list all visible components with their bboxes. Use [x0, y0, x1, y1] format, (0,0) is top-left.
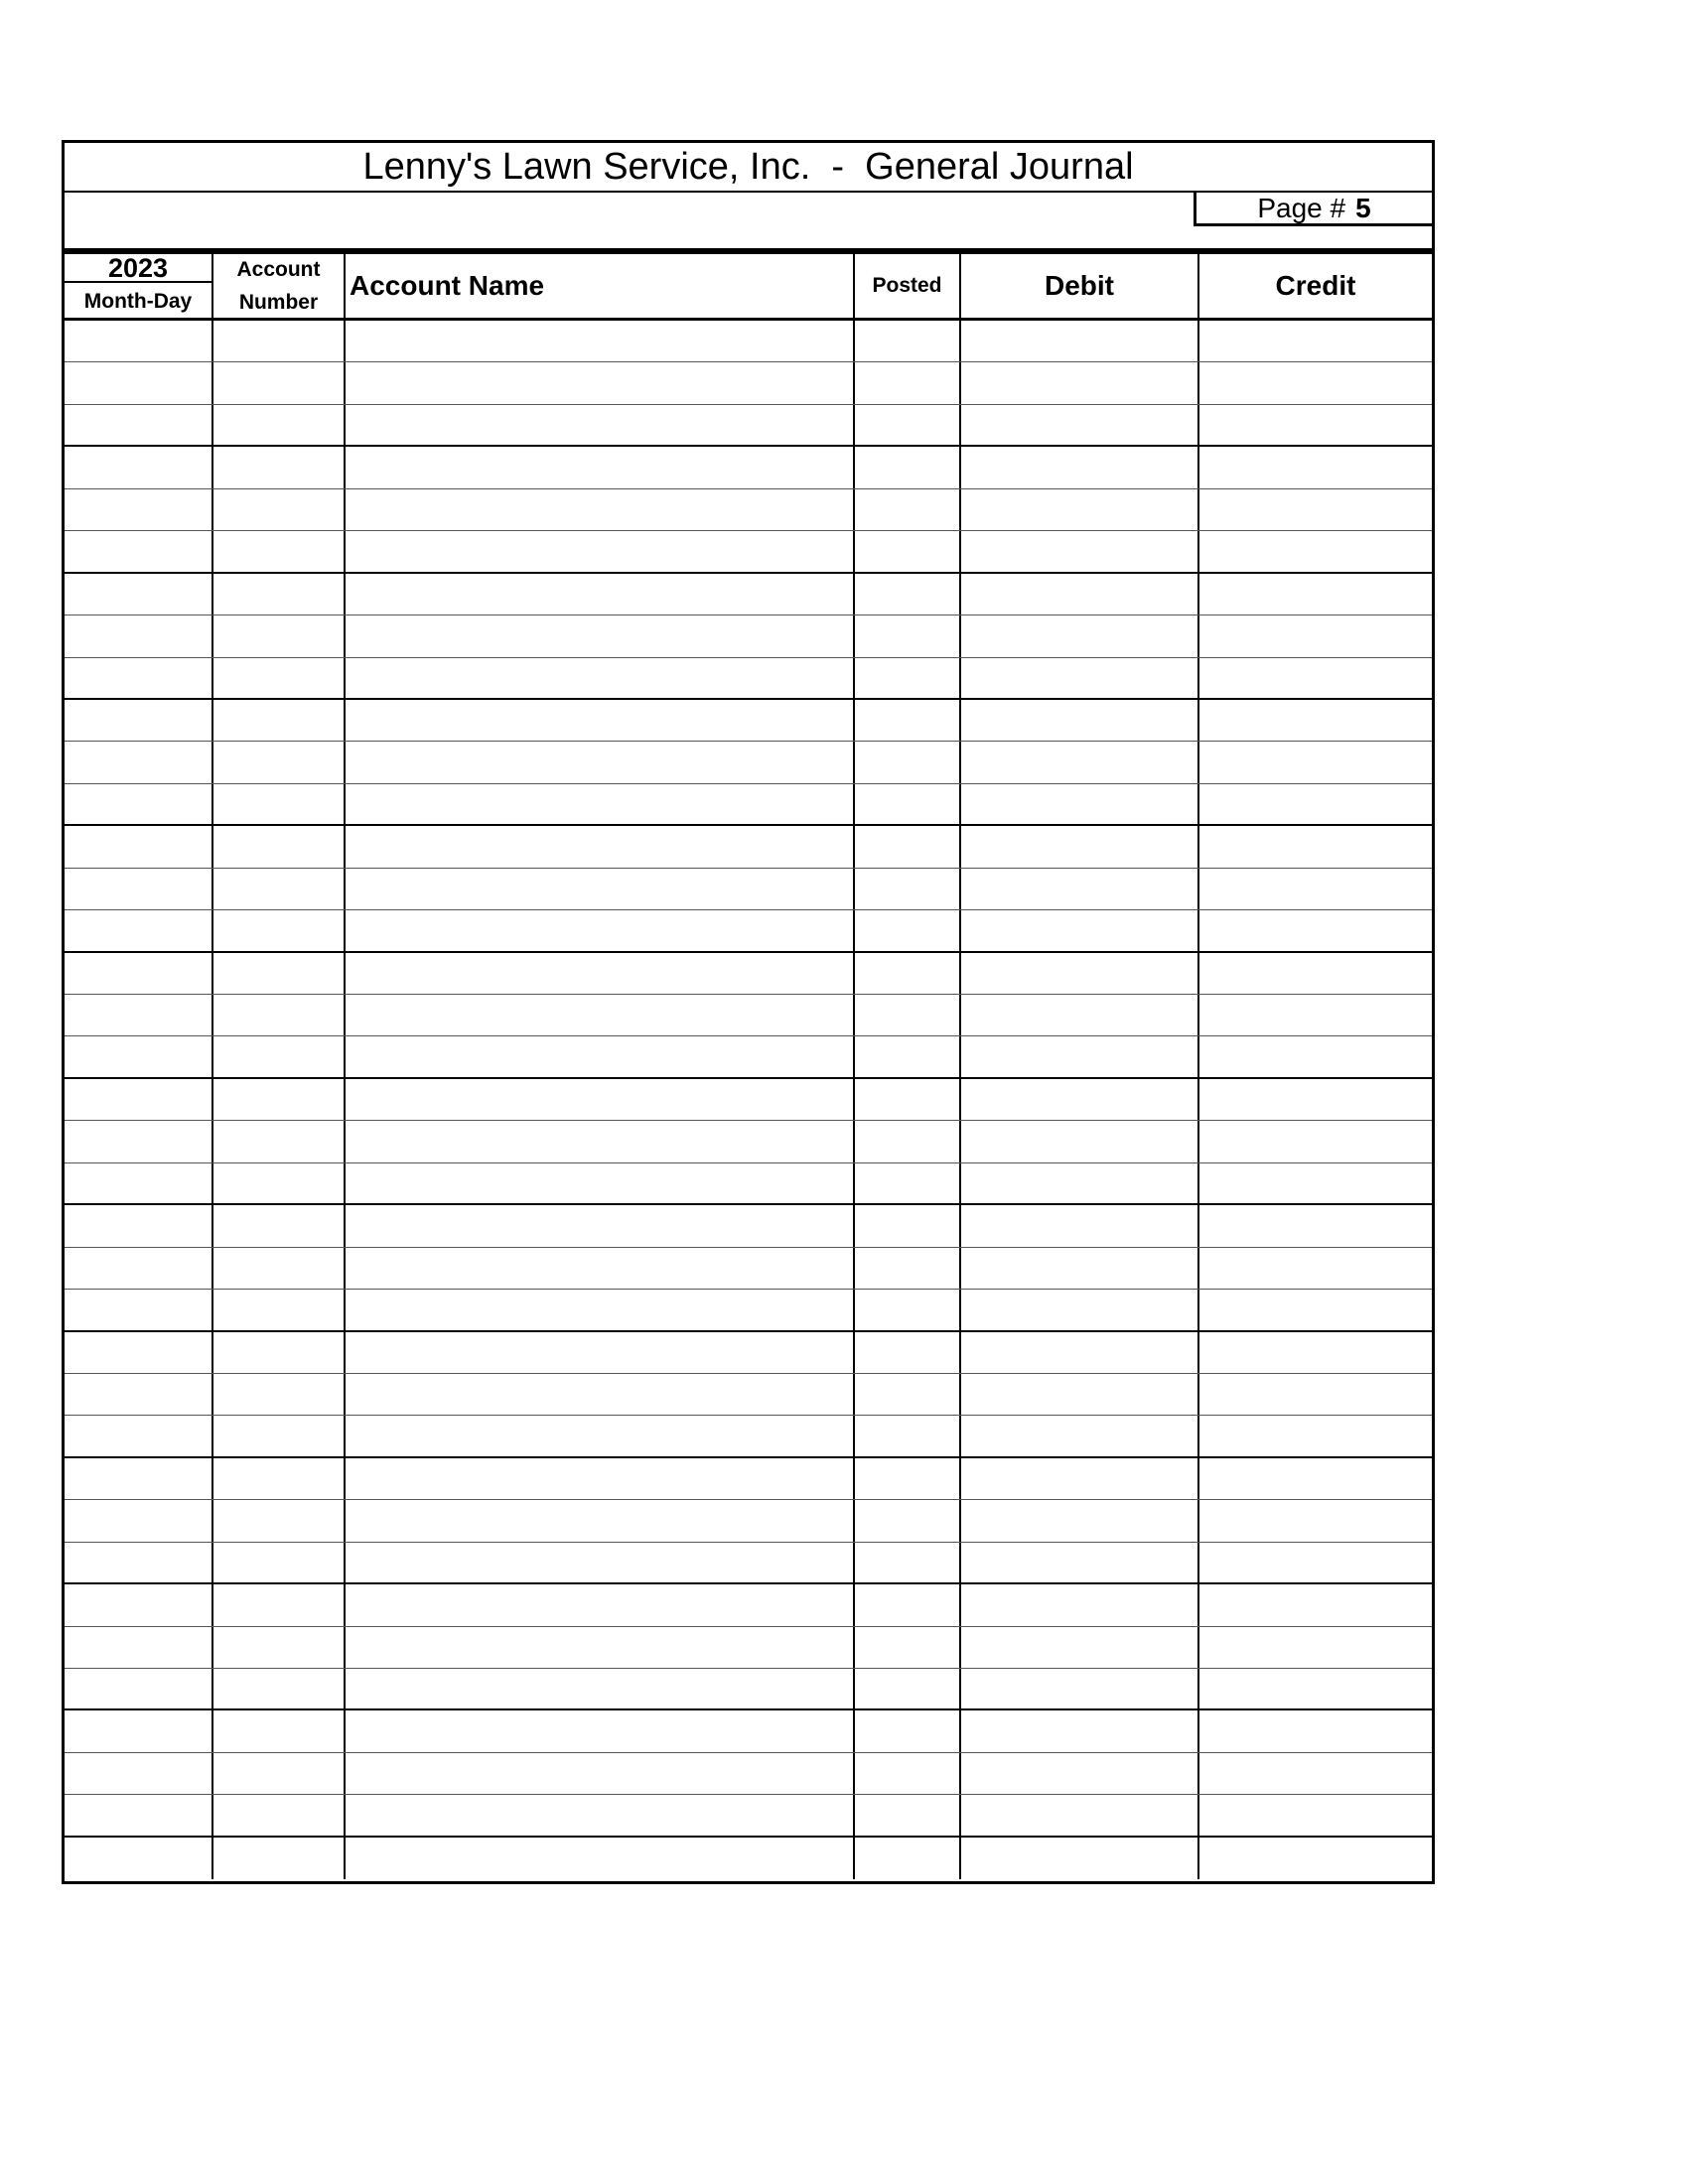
debit-cell [961, 1248, 1199, 1289]
debit-cell [961, 1079, 1199, 1120]
credit-cell [1199, 995, 1432, 1035]
debit-cell [961, 910, 1199, 950]
posted-cell [855, 1584, 961, 1625]
credit-cell [1199, 1710, 1432, 1751]
date-cell [65, 1416, 213, 1455]
account-number-cell [213, 1584, 346, 1625]
posted-cell [855, 1710, 961, 1751]
account-number-cell [213, 531, 346, 571]
debit-cell [961, 362, 1199, 403]
account-number-cell [213, 405, 346, 445]
account-name-cell [346, 1500, 855, 1541]
date-cell [65, 742, 213, 782]
account-number-cell [213, 1795, 346, 1835]
account-number-cell [213, 321, 346, 361]
debit-cell [961, 1458, 1199, 1499]
table-row [65, 321, 1432, 362]
account-number-cell [213, 1290, 346, 1329]
date-cell [65, 1121, 213, 1161]
debit-cell [961, 1036, 1199, 1076]
account-name-cell [346, 489, 855, 530]
date-cell [65, 574, 213, 614]
account-name-cell [346, 615, 855, 656]
account-name-cell [346, 995, 855, 1035]
account-number-cell [213, 1669, 346, 1708]
posted-cell [855, 1627, 961, 1668]
posted-cell [855, 1374, 961, 1415]
posted-cell [855, 1290, 961, 1329]
account-name-cell [346, 1795, 855, 1835]
credit-cell [1199, 1248, 1432, 1289]
table-row [65, 1248, 1432, 1290]
debit-cell [961, 531, 1199, 571]
credit-cell [1199, 1374, 1432, 1415]
date-cell [65, 1627, 213, 1668]
account-number-cell [213, 1838, 346, 1879]
credit-cell [1199, 447, 1432, 487]
posted-cell [855, 405, 961, 445]
account-name-cell [346, 910, 855, 950]
table-row [65, 1332, 1432, 1374]
account-name-cell [346, 321, 855, 361]
general-journal [62, 140, 1435, 1884]
credit-cell [1199, 1036, 1432, 1076]
account-name-cell [346, 574, 855, 614]
posted-cell [855, 1205, 961, 1246]
debit-cell [961, 1332, 1199, 1373]
date-column-header [65, 254, 213, 318]
account-name-cell [346, 447, 855, 487]
account-number-cell [213, 1710, 346, 1751]
account-name-cell [346, 1627, 855, 1668]
account-name-column-header: Account Name [346, 254, 855, 318]
journal-rows [65, 321, 1432, 1879]
table-row [65, 1163, 1432, 1205]
account-name-cell [346, 1710, 855, 1751]
table-row [65, 1036, 1432, 1078]
debit-cell [961, 995, 1199, 1035]
debit-cell [961, 1584, 1199, 1625]
account-number-label-bottom: Number [238, 291, 319, 314]
table-row [65, 658, 1432, 700]
posted-cell [855, 1079, 961, 1120]
posted-cell [855, 574, 961, 614]
month-day-label: Month-Day [83, 289, 193, 313]
table-row [65, 1205, 1432, 1247]
column-header-row [65, 254, 1432, 321]
date-cell [65, 784, 213, 824]
account-number-cell [213, 489, 346, 530]
date-cell [65, 1374, 213, 1415]
account-number-cell [213, 1627, 346, 1668]
account-name-cell [346, 1205, 855, 1246]
account-number-cell [213, 447, 346, 487]
date-cell [65, 489, 213, 530]
account-name-cell [346, 658, 855, 698]
credit-cell [1199, 321, 1432, 361]
table-row [65, 995, 1432, 1036]
account-name-cell [346, 1248, 855, 1289]
journal-title: Lenny's Lawn Service, Inc. - General Journal [65, 143, 1432, 193]
account-number-cell [213, 1753, 346, 1794]
date-cell [65, 447, 213, 487]
debit-column-header: Debit [961, 254, 1199, 318]
posted-cell [855, 1163, 961, 1203]
date-cell [65, 1543, 213, 1582]
posted-cell [855, 826, 961, 867]
date-cell [65, 910, 213, 950]
table-row [65, 1121, 1432, 1162]
date-cell [65, 1248, 213, 1289]
date-cell [65, 1710, 213, 1751]
credit-cell [1199, 1458, 1432, 1499]
account-number-cell [213, 1163, 346, 1203]
date-cell [65, 826, 213, 867]
date-cell [65, 1753, 213, 1794]
account-name-cell [346, 869, 855, 909]
posted-column-header: Posted [855, 254, 961, 318]
year-label: 2023 [65, 253, 211, 283]
posted-cell [855, 869, 961, 909]
date-cell [65, 531, 213, 571]
date-cell [65, 1458, 213, 1499]
credit-cell [1199, 658, 1432, 698]
posted-cell [855, 1669, 961, 1708]
table-row [65, 447, 1432, 488]
credit-cell [1199, 1163, 1432, 1203]
debit-cell [961, 869, 1199, 909]
credit-cell [1199, 953, 1432, 994]
account-name-cell [346, 1458, 855, 1499]
table-row [65, 1543, 1432, 1584]
date-cell [65, 1079, 213, 1120]
debit-cell [961, 1753, 1199, 1794]
account-number-cell [213, 1036, 346, 1076]
account-number-cell [213, 1543, 346, 1582]
credit-cell [1199, 615, 1432, 656]
debit-cell [961, 405, 1199, 445]
posted-cell [855, 1795, 961, 1835]
posted-cell [855, 1036, 961, 1076]
posted-cell [855, 1416, 961, 1455]
date-cell [65, 1838, 213, 1879]
credit-cell [1199, 1416, 1432, 1455]
debit-cell [961, 1374, 1199, 1415]
date-cell [65, 1669, 213, 1708]
page-number-box [1194, 193, 1432, 226]
table-row [65, 489, 1432, 531]
debit-cell [961, 826, 1199, 867]
date-cell [65, 1584, 213, 1625]
debit-cell [961, 1290, 1199, 1329]
account-number-column-header [213, 254, 346, 318]
posted-cell [855, 531, 961, 571]
account-number-cell [213, 1121, 346, 1161]
account-number-cell [213, 826, 346, 867]
debit-cell [961, 953, 1199, 994]
debit-cell [961, 700, 1199, 741]
credit-cell [1199, 574, 1432, 614]
account-name-cell [346, 700, 855, 741]
posted-cell [855, 700, 961, 741]
date-cell [65, 321, 213, 361]
posted-cell [855, 1500, 961, 1541]
date-cell [65, 658, 213, 698]
posted-cell [855, 362, 961, 403]
debit-cell [961, 1543, 1199, 1582]
posted-cell [855, 995, 961, 1035]
credit-cell [1199, 1753, 1432, 1794]
table-row [65, 1627, 1432, 1669]
credit-cell [1199, 910, 1432, 950]
credit-cell [1199, 869, 1432, 909]
account-number-cell [213, 1205, 346, 1246]
account-name-cell [346, 1669, 855, 1708]
account-number-cell [213, 1416, 346, 1455]
posted-cell [855, 447, 961, 487]
table-row [65, 953, 1432, 995]
date-cell [65, 953, 213, 994]
date-cell [65, 995, 213, 1035]
table-row [65, 1838, 1432, 1879]
debit-cell [961, 574, 1199, 614]
account-number-cell [213, 910, 346, 950]
credit-cell [1199, 1500, 1432, 1541]
date-cell [65, 700, 213, 741]
account-number-cell [213, 784, 346, 824]
account-name-cell [346, 1121, 855, 1161]
date-cell [65, 1036, 213, 1076]
account-name-cell [346, 405, 855, 445]
credit-cell [1199, 1543, 1432, 1582]
debit-cell [961, 1838, 1199, 1879]
table-row [65, 869, 1432, 910]
posted-cell [855, 1458, 961, 1499]
credit-cell [1199, 531, 1432, 571]
posted-cell [855, 784, 961, 824]
account-number-cell [213, 869, 346, 909]
table-row [65, 1584, 1432, 1626]
credit-cell [1199, 1205, 1432, 1246]
credit-cell [1199, 1332, 1432, 1373]
debit-cell [961, 615, 1199, 656]
credit-column-header: Credit [1275, 270, 1356, 301]
debit-cell [961, 784, 1199, 824]
posted-cell [855, 1838, 961, 1879]
debit-cell [961, 447, 1199, 487]
page-band [65, 193, 1432, 254]
debit-cell [961, 1163, 1199, 1203]
date-cell [65, 1795, 213, 1835]
table-row [65, 362, 1432, 404]
debit-cell [961, 1205, 1199, 1246]
account-name-cell [346, 1584, 855, 1625]
table-row [65, 1710, 1432, 1752]
posted-cell [855, 910, 961, 950]
credit-cell [1199, 1290, 1432, 1329]
account-number-cell [213, 1248, 346, 1289]
table-row [65, 531, 1432, 573]
table-row [65, 574, 1432, 615]
credit-cell [1199, 700, 1432, 741]
debit-cell [961, 1710, 1199, 1751]
table-row [65, 1374, 1432, 1416]
table-row [65, 1458, 1432, 1500]
account-name-cell [346, 362, 855, 403]
account-number-cell [213, 1374, 346, 1415]
debit-cell [961, 742, 1199, 782]
debit-cell [961, 1416, 1199, 1455]
account-name-cell [346, 784, 855, 824]
posted-cell [855, 1121, 961, 1161]
account-number-cell [213, 742, 346, 782]
account-number-cell [213, 658, 346, 698]
date-cell [65, 405, 213, 445]
account-name-cell [346, 1838, 855, 1879]
account-number-cell [213, 574, 346, 614]
credit-cell [1199, 1669, 1432, 1708]
account-name-cell [346, 531, 855, 571]
account-name-cell [346, 826, 855, 867]
posted-cell [855, 615, 961, 656]
account-name-cell [346, 1332, 855, 1373]
debit-cell [961, 321, 1199, 361]
date-cell [65, 869, 213, 909]
debit-cell [961, 1669, 1199, 1708]
debit-cell [961, 658, 1199, 698]
table-row [65, 1416, 1432, 1457]
table-row [65, 1500, 1432, 1542]
page-number: 5 [1355, 193, 1371, 223]
account-number-cell [213, 1332, 346, 1373]
account-name-cell [346, 1036, 855, 1076]
credit-cell [1199, 1079, 1432, 1120]
credit-cell [1199, 1121, 1432, 1161]
account-name-cell [346, 1753, 855, 1794]
date-cell [65, 1500, 213, 1541]
account-name-cell [346, 1543, 855, 1582]
debit-cell [961, 1627, 1199, 1668]
debit-cell [961, 1121, 1199, 1161]
credit-cell [1199, 1627, 1432, 1668]
table-row [65, 1795, 1432, 1837]
date-cell [65, 362, 213, 403]
account-name-cell [346, 742, 855, 782]
credit-cell [1199, 1584, 1432, 1625]
credit-cell [1199, 1838, 1432, 1879]
posted-cell [855, 321, 961, 361]
credit-cell [1199, 826, 1432, 867]
table-row [65, 1753, 1432, 1795]
debit-cell [961, 489, 1199, 530]
account-number-label-top: Account [236, 258, 321, 281]
account-name-cell [346, 953, 855, 994]
account-name-cell [346, 1416, 855, 1455]
table-row [65, 405, 1432, 447]
debit-cell [961, 1500, 1199, 1541]
table-row [65, 826, 1432, 868]
account-number-cell [213, 1458, 346, 1499]
account-name-cell [346, 1374, 855, 1415]
credit-cell [1199, 489, 1432, 530]
posted-cell [855, 658, 961, 698]
date-cell [65, 1163, 213, 1203]
table-row [65, 1669, 1432, 1710]
date-cell [65, 1332, 213, 1373]
table-row [65, 784, 1432, 826]
account-number-cell [213, 1500, 346, 1541]
date-cell [65, 615, 213, 656]
credit-cell [1199, 1795, 1432, 1835]
account-number-cell [213, 995, 346, 1035]
page-label: Page # [1257, 193, 1346, 223]
credit-cell [1199, 362, 1432, 403]
account-number-cell [213, 362, 346, 403]
account-number-cell [213, 700, 346, 741]
account-number-cell [213, 953, 346, 994]
account-name-cell [346, 1163, 855, 1203]
account-number-cell [213, 1079, 346, 1120]
posted-cell [855, 1332, 961, 1373]
posted-cell [855, 1248, 961, 1289]
posted-cell [855, 489, 961, 530]
posted-cell [855, 1753, 961, 1794]
credit-cell [1199, 405, 1432, 445]
table-row [65, 1290, 1432, 1331]
date-cell [65, 1290, 213, 1329]
credit-cell [1199, 784, 1432, 824]
posted-cell [855, 742, 961, 782]
table-row [65, 910, 1432, 952]
account-name-cell [346, 1079, 855, 1120]
posted-cell [855, 953, 961, 994]
table-row [65, 615, 1432, 657]
debit-cell [961, 1795, 1199, 1835]
posted-cell [855, 1543, 961, 1582]
table-row [65, 742, 1432, 783]
account-name-cell [346, 1290, 855, 1329]
table-row [65, 1079, 1432, 1121]
credit-cell [1199, 742, 1432, 782]
date-cell [65, 1205, 213, 1246]
account-number-cell [213, 615, 346, 656]
table-row [65, 700, 1432, 742]
